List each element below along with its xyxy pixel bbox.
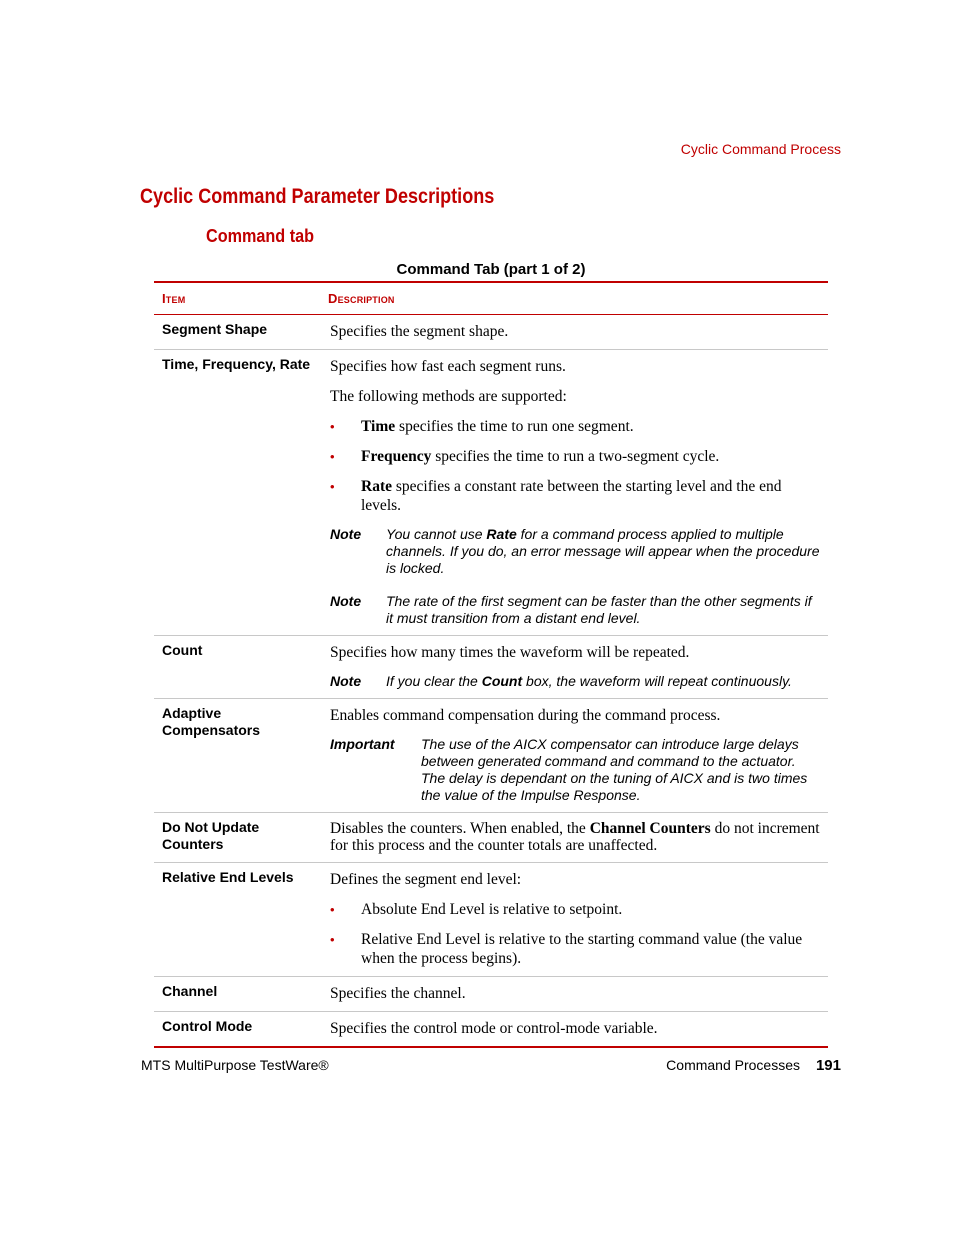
column-header-item: Item	[162, 291, 186, 306]
bullet-icon: •	[330, 902, 335, 917]
bullet-item	[330, 900, 820, 919]
important-note	[330, 736, 820, 804]
row-description	[322, 813, 828, 862]
row-description	[322, 636, 828, 698]
parameter-table	[154, 281, 828, 1048]
bullet-text: Relative End Level is relative to the starting command value (the value when the process begins).	[361, 931, 803, 967]
table-row-time-frequency-rate	[154, 350, 828, 636]
row-description	[322, 699, 828, 812]
table-row-adaptive-compensators	[154, 699, 828, 813]
table-row-segment-shape	[154, 315, 828, 350]
bullet-item-time	[330, 417, 820, 436]
row-item: Time, Frequency, Rate	[162, 356, 311, 372]
bullet-item-rate	[330, 477, 820, 515]
table-row-relative-end-levels	[154, 863, 828, 977]
text-part: do not increment for this process and the counter totals are unaffected.	[330, 820, 820, 854]
section-title: Cyclic Command Parameter Descriptions	[140, 185, 495, 208]
term: Channel Counters	[589, 820, 711, 837]
bullet-icon: •	[330, 932, 335, 947]
note-text-part: for a command process applied to multiple channels. If you do, an error message will appear when the procedure is locked.	[386, 526, 820, 576]
paragraph: Enables command compensation during the command process.	[330, 707, 721, 724]
row-item: Adaptive Compensators	[162, 705, 261, 738]
footer-chapter: Command Processes	[666, 1057, 800, 1073]
row-item: Relative End Levels	[162, 869, 294, 885]
row-item: Control Mode	[162, 1018, 253, 1034]
row-item: Count	[162, 642, 203, 658]
term: Rate	[361, 478, 392, 495]
row-item: Segment Shape	[162, 321, 268, 337]
note-label: Note	[330, 673, 362, 689]
bullet-icon: •	[330, 419, 335, 434]
running-head: Cyclic Command Process	[680, 141, 841, 157]
paragraph: Specifies how fast each segment runs.	[330, 358, 566, 375]
row-description	[322, 1012, 828, 1046]
note-label: Note	[330, 593, 362, 609]
note-text: The rate of the first segment can be faster than the other segments if it must transition from a distant end level.	[386, 593, 812, 626]
paragraph	[330, 820, 820, 854]
page-number: 191	[815, 1057, 841, 1074]
bullet-item-frequency	[330, 447, 820, 466]
paragraph: Specifies how many times the waveform will be repeated.	[330, 644, 690, 661]
note-text	[386, 673, 820, 690]
paragraph: Defines the segment end level:	[330, 871, 522, 888]
term-text: specifies the time to run a two-segment cycle.	[431, 448, 720, 465]
footer-product-name: MTS MultiPurpose TestWare®	[141, 1057, 329, 1073]
column-header-description: Description	[328, 291, 395, 306]
note-label: Important	[330, 736, 395, 752]
row-item: Channel	[162, 983, 218, 999]
table-row-channel	[154, 977, 828, 1012]
term-text: specifies the time to run one segment.	[395, 418, 634, 435]
note-text	[386, 526, 820, 577]
table-row-count	[154, 636, 828, 699]
bullet-icon: •	[330, 449, 335, 464]
term: Frequency	[361, 448, 432, 465]
note	[330, 673, 820, 690]
term: Time	[361, 418, 396, 435]
row-description	[322, 350, 828, 635]
row-item: Do Not Update Counters	[162, 819, 260, 852]
note-term: Rate	[486, 526, 517, 542]
note	[330, 526, 820, 577]
note-text-part: box, the waveform will repeat continuously.	[522, 673, 792, 689]
text-part: Disables the counters. When enabled, the	[330, 820, 590, 837]
note-text: The use of the AICX compensator can introduce large delays between generated command and command to the actuator. The delay is dependant on the tuning of AICX and is two times the value of the Impulse Response.	[421, 736, 808, 803]
note-label: Note	[330, 526, 362, 542]
note-text-part: You cannot use	[386, 526, 487, 542]
bullet-text: Absolute End Level is relative to setpoint.	[361, 901, 623, 918]
note-term: Count	[481, 673, 523, 689]
table-header-row	[154, 283, 828, 315]
table-row-control-mode	[154, 1012, 828, 1046]
bullet-item	[330, 930, 820, 968]
row-description	[322, 863, 828, 976]
note-text-part: If you clear the	[386, 673, 482, 689]
note	[330, 593, 820, 627]
paragraph: The following methods are supported:	[330, 388, 567, 405]
table-row-do-not-update-counters	[154, 813, 828, 863]
paragraph: Specifies the channel.	[330, 985, 466, 1002]
paragraph: Specifies the segment shape.	[330, 323, 509, 340]
paragraph: Specifies the control mode or control-mode variable.	[330, 1020, 658, 1037]
row-description	[322, 315, 828, 349]
row-description	[322, 977, 828, 1011]
table-caption: Command Tab (part 1 of 2)	[396, 261, 586, 278]
bullet-icon: •	[330, 479, 335, 494]
term-text: specifies a constant rate between the starting level and the end levels.	[361, 478, 782, 514]
subsection-title: Command tab	[206, 226, 315, 246]
